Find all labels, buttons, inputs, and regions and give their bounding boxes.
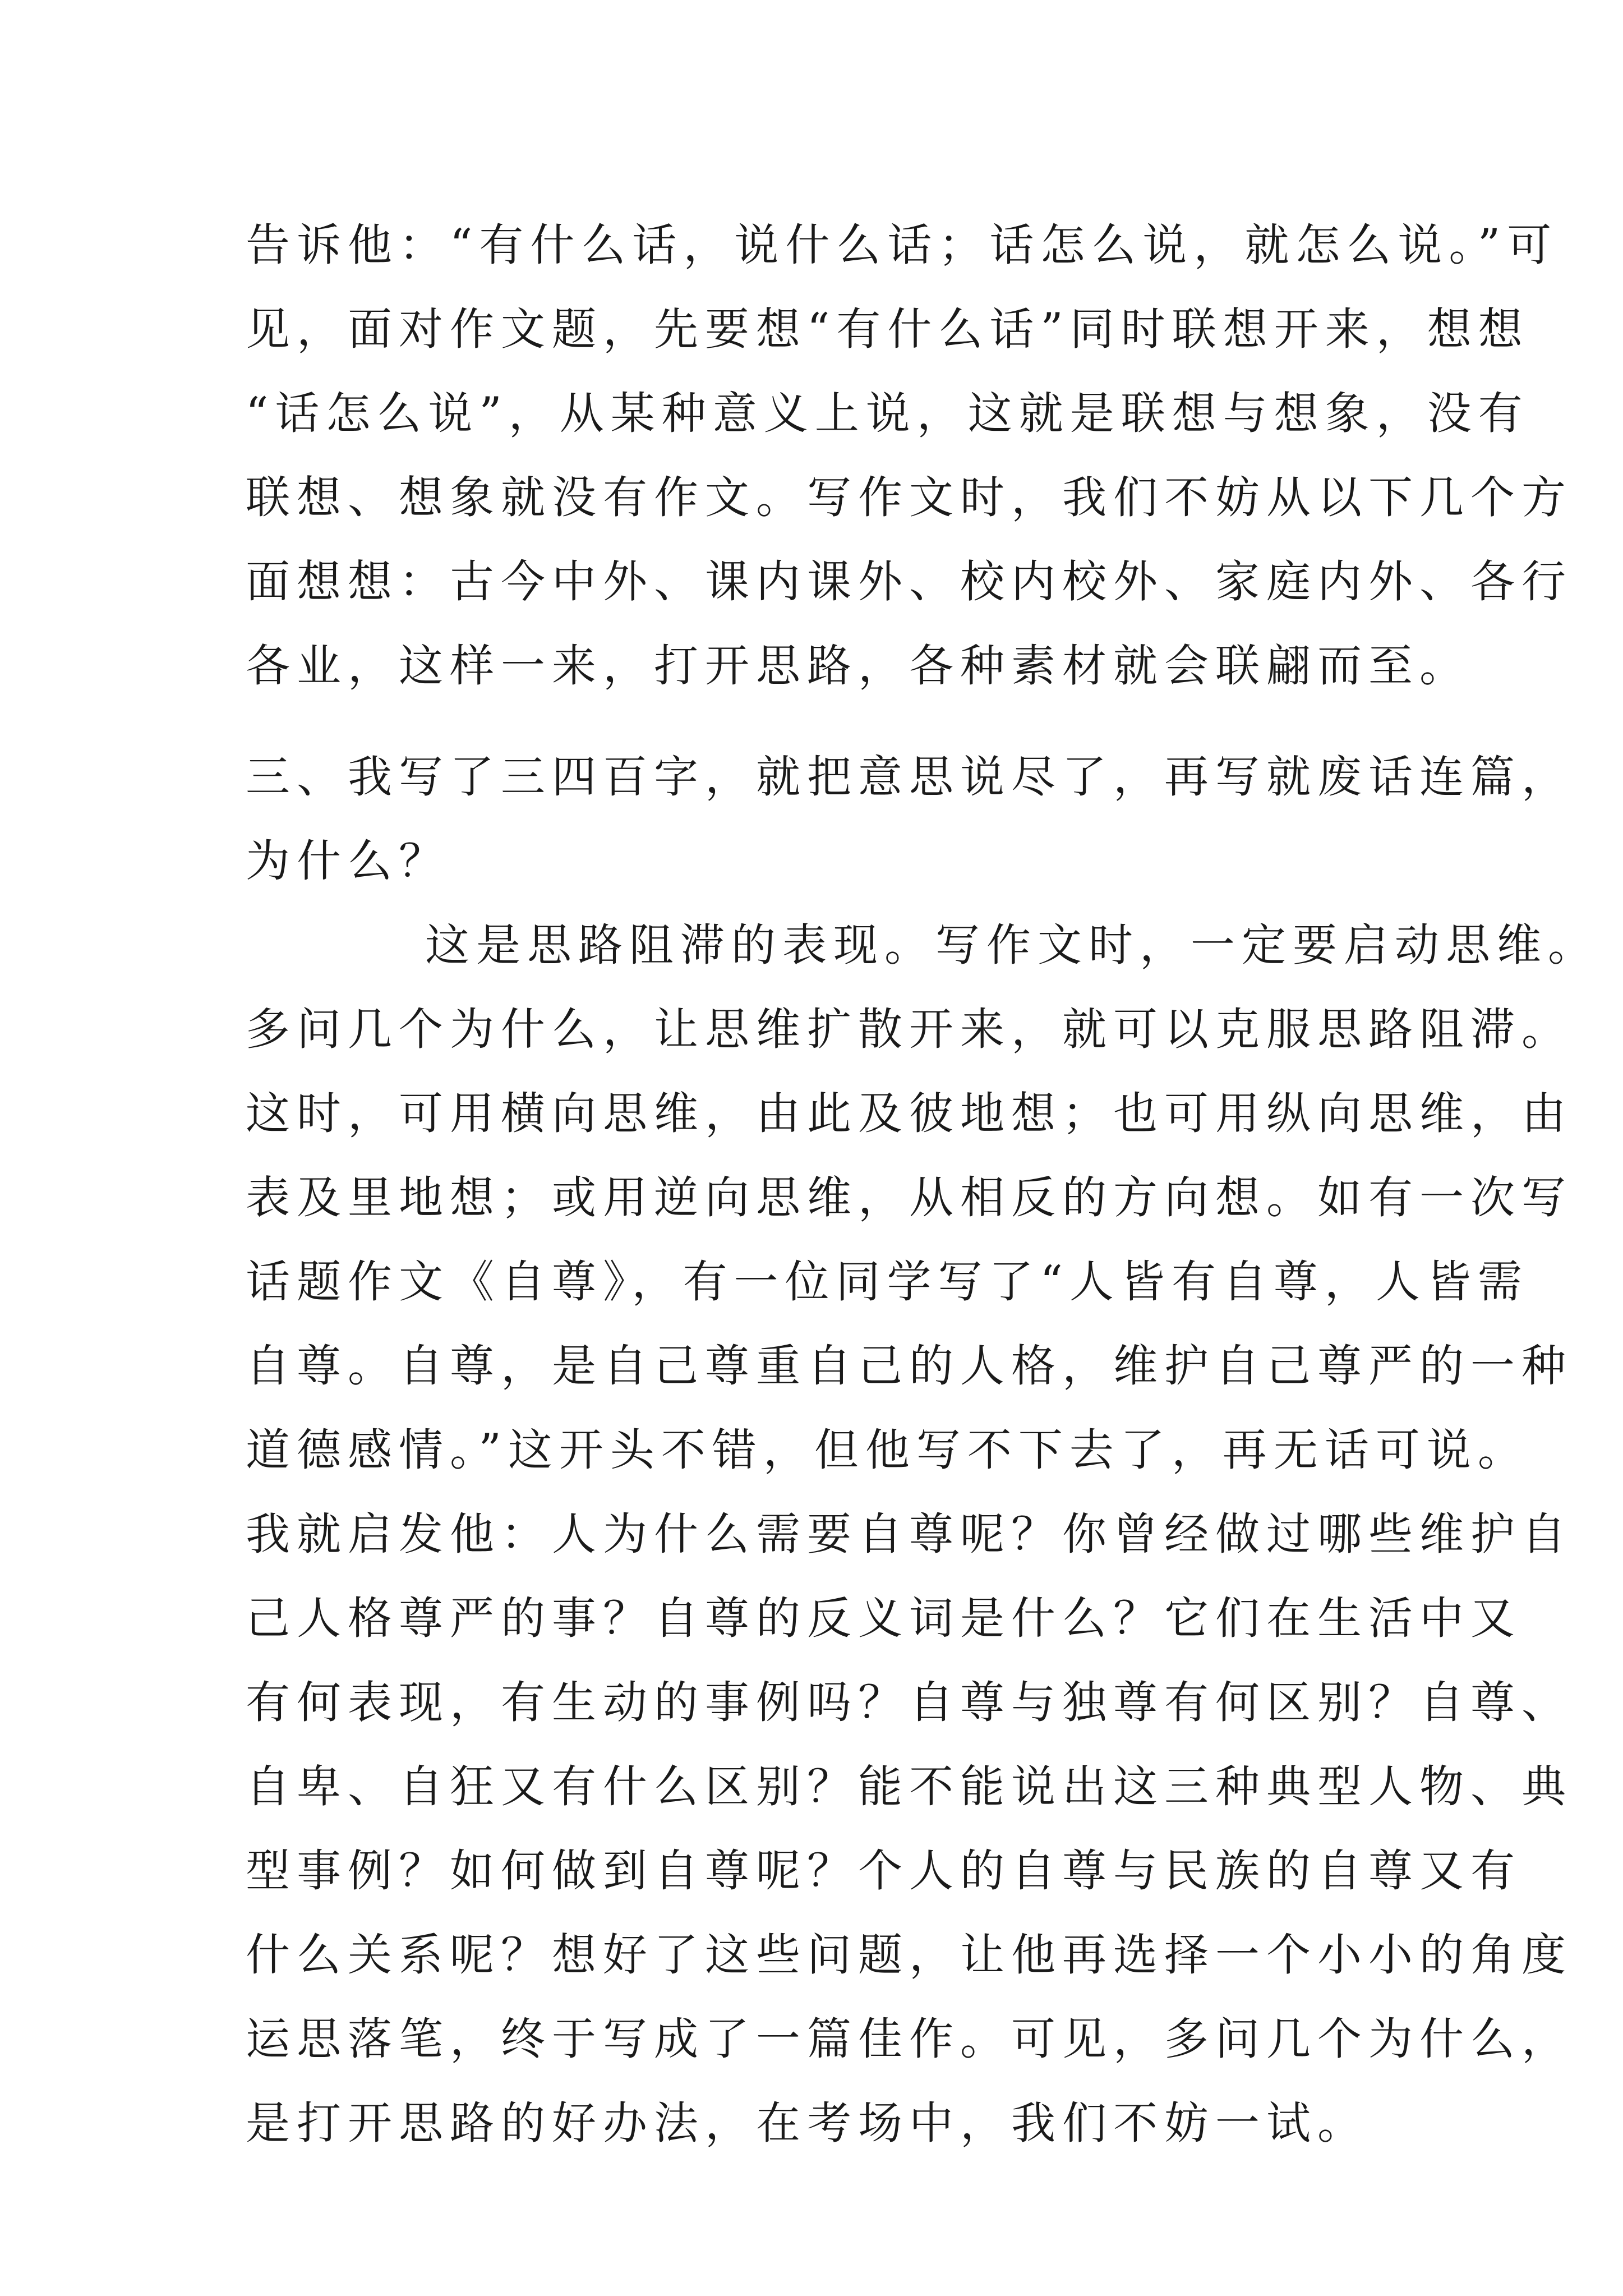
text-line: 型事例？如何做到自尊呢？个人的自尊与民族的自尊又有	[246, 1845, 1521, 1897]
text-line: 各业，这样一来，打开思路，各种素材就会联翩而至。	[246, 640, 1470, 692]
text-line: 面想想：古今中外、课内课外、校内校外、家庭内外、各行	[246, 556, 1573, 608]
text-line: 联想、想象就没有作文。写作文时，我们不妨从以下几个方	[246, 472, 1573, 523]
text-line: 表及里地想；或用逆向思维，从相反的方向想。如有一次写	[246, 1172, 1573, 1223]
text-line: 见，面对作文题，先要想“有什么话”同时联想开来，想想	[246, 303, 1529, 355]
paragraph-continuation	[246, 203, 1573, 708]
text-line: 有何表现，有生动的事例吗？自尊与独尊有何区别？自尊、	[246, 1677, 1573, 1728]
heading-line: 为什么？	[246, 835, 450, 887]
text-line: 多问几个为什么，让思维扩散开来，就可以克服思路阻滞。	[246, 1004, 1573, 1055]
section-body	[246, 903, 1599, 2165]
text-line: 是打开思路的好办法，在考场中，我们不妨一试。	[246, 2097, 1368, 2149]
section-heading	[246, 735, 1573, 903]
text-line: 告诉他：“有什么话，说什么话；话怎么说，就怎么说。”可	[246, 219, 1559, 271]
text-line: 自卑、自狂又有什么区别？能不能说出这三种典型人物、典	[246, 1761, 1573, 1812]
text-line: 道德感情。”这开头不错，但他写不下去了，再无话可说。	[246, 1424, 1529, 1476]
heading-line: 三、我写了三四百字，就把意思说尽了，再写就废话连篇，	[246, 751, 1573, 803]
text-line: 什么关系呢？想好了这些问题，让他再选择一个小小的角度	[246, 1929, 1573, 1981]
text-line: 己人格尊严的事？自尊的反义词是什么？它们在生活中又	[246, 1593, 1521, 1644]
text-line: 自尊。自尊，是自己尊重自己的人格，维护自己尊严的一种	[246, 1340, 1573, 1392]
text-line: “话怎么说”，从某种意义上说，这就是联想与想象，没有	[246, 388, 1529, 439]
text-line: 我就启发他：人为什么需要自尊呢？你曾经做过哪些维护自	[246, 1508, 1573, 1560]
text-line-indented: 这是思路阻滞的表现。写作文时，一定要启动思维。	[425, 919, 1599, 971]
text-line: 运思落笔，终于写成了一篇佳作。可见，多问几个为什么，	[246, 2013, 1573, 2065]
text-line: 这时，可用横向思维，由此及彼地想；也可用纵向思维，由	[246, 1088, 1573, 1139]
text-line: 话题作文《自尊》，有一位同学写了“人皆有自尊，人皆需	[246, 1256, 1529, 1308]
